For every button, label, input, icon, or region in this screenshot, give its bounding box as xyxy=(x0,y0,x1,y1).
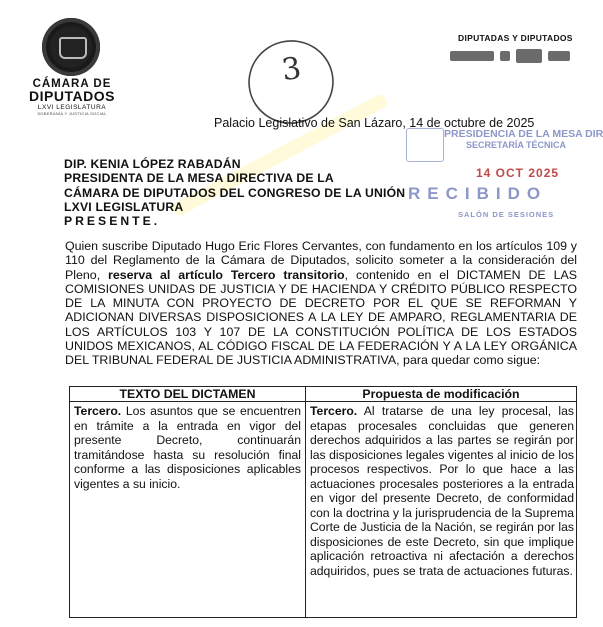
table-header-dictamen: TEXTO DEL DICTAMEN xyxy=(70,387,305,402)
logo-text-camara: CÁMARA DE xyxy=(32,78,112,90)
logo-text-legislatura: LXVI LEGISLATURA xyxy=(37,104,107,111)
table-cell-propuesta xyxy=(310,404,574,578)
stamp-emblem xyxy=(406,128,444,162)
body-highlight: reserva al artículo Tercero transitorio xyxy=(108,267,345,282)
addressee-title: PRESIDENTA DE LA MESA DIRECTIVA DE LA xyxy=(64,171,334,186)
received-stamp xyxy=(400,128,603,219)
stamp-office: PRESIDENCIA DE LA MESA DIR xyxy=(444,128,603,140)
chamber-seal-logo xyxy=(42,18,100,76)
comparison-table xyxy=(69,386,577,618)
body-rest: , contenido en el DICTAMEN DE LAS COMISIONES UNIDAS DE JUSTICIA Y DE HACIENDA Y CRÉDITO PÚBLICO RESPECTO DE LA MINUTA CON PROYECTO DE DECRETO POR EL QUE SE REFORMAN Y ADICIONAN DIVERSAS DISPOSICIONES A LA LEY DE AMPARO, REGLAMENTARIA DE LOS ARTÍCULOS 103 Y 107 DE LA CONSTITUCIÓN POLÍTICA DE LOS ESTADOS UNIDOS MEXICANOS, AL CÓDIGO FISCAL DE LA FEDERACIÓN Y A LA LEY ORGÁNICA DEL TRIBUNAL FEDERAL DE JUSTICIA ADMINISTRATIVA, para quedar como sigue: xyxy=(65,267,577,368)
addressee-legislature: LXVI LEGISLATURA xyxy=(64,199,184,214)
stamp-date: 14 OCT 2025 xyxy=(476,166,560,180)
addressee-presente: PRESENTE. xyxy=(64,214,161,229)
stamp-department: SECRETARÍA TÉCNICA xyxy=(466,140,567,150)
table-column-divider xyxy=(305,387,306,617)
addressee-name: DIP. KENIA LÓPEZ RABADÁN xyxy=(64,157,241,171)
addressee-institution: CÁMARA DE DIPUTADOS DEL CONGRESO DE LA UNIÓN xyxy=(64,185,406,200)
cell-text: Los asuntos que se encuentren en trámite a la entrada en vigor del presente Decreto, continuarán tramitándose hasta su resolución final conforme a las disposiciones aplicables vigentes a su inicio. xyxy=(74,404,301,491)
addressee-block xyxy=(64,157,405,228)
stamp-place: SALÓN DE SESIONES xyxy=(458,210,555,219)
body-paragraph xyxy=(65,239,577,368)
date-line: Palacio Legislativo de San Lázaro, 14 de octubre de 2025 xyxy=(214,116,535,130)
body-intro: Quien suscribe Diputado Hugo Eric Flores Cervantes, con fundamento en los artículos 109 y 110 del Reglamento de la Cámara de Diputados, solicito someter a la consideración del Pleno, xyxy=(65,239,577,282)
logo-text-motto: SOBERANÍA Y JUSTICIA SOCIAL xyxy=(37,111,107,116)
cell-label: Tercero. xyxy=(310,404,358,418)
cell-label: Tercero. xyxy=(74,404,122,418)
party-label: DIPUTADAS Y DIPUTADOS xyxy=(458,33,573,43)
party-logo xyxy=(448,48,574,66)
cell-text: Al tratarse de una ley procesal, las etapas procesales concluidas que generen derechos adquiridos a las partes se regirán por las disposiciones legales vigentes al inicio de los procesos respectivos. Por lo que hace a las actuaciones procesales posteriores a la entrada en vigor del presente Decreto, de conformidad con la doctrina y la jurisprudencia de la Suprema Corte de Justicia de la Nación, se regirán por las disposiciones de este Decreto, sin que implique aplicación retroactiva ni afectación a derechos adquiridos, pues se trata de actuaciones futuras. xyxy=(310,404,574,578)
table-cell-dictamen xyxy=(74,404,301,491)
table-header-propuesta: Propuesta de modificación xyxy=(306,387,576,402)
handwritten-number: 3 xyxy=(279,50,304,89)
stamp-received: RECIBIDO xyxy=(408,184,548,203)
logo-text-diputados: DIPUTADOS xyxy=(29,88,115,104)
